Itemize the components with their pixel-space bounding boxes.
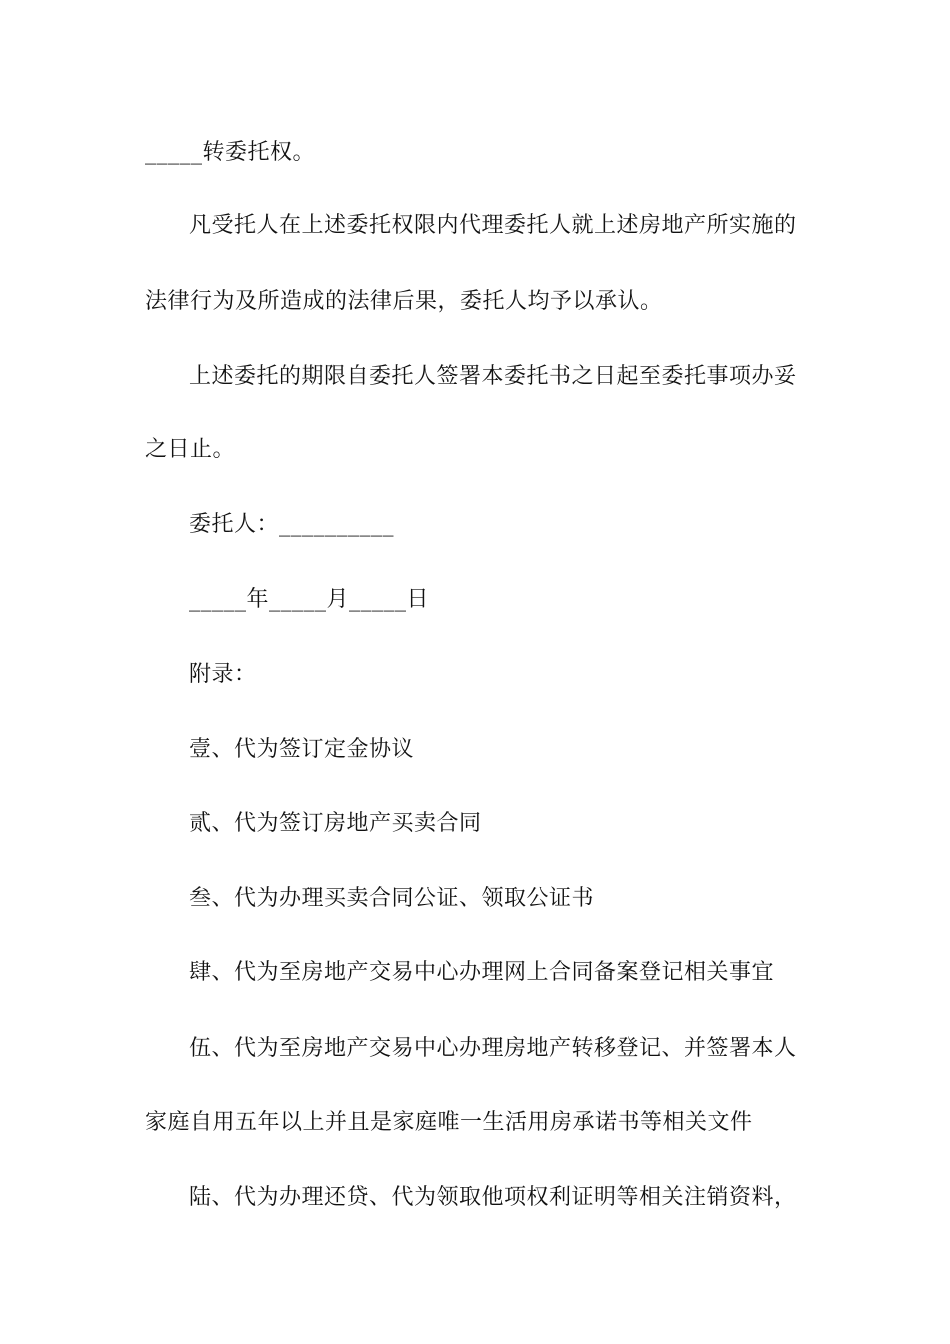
appendix-item: 伍、代为至房地产交易中心办理房地产转移登记、并签署本人 [189,1036,797,1061]
signature-line: 委托人：__________ [189,512,395,537]
paragraph-line: 法律行为及所造成的法律后果，委托人均予以承认。 [145,289,663,314]
appendix-item: 肆、代为至房地产交易中心办理网上合同备案登记相关事宜 [189,960,775,985]
appendix-item: 叁、代为办理买卖合同公证、领取公证书 [189,886,595,911]
date-line: _____年_____月_____日 [189,587,430,612]
appendix-item: 壹、代为签订定金协议 [189,737,415,762]
appendix-heading: 附录： [189,662,257,687]
appendix-item: 陆、代为办理还贷、代为领取他项权利证明等相关注销资料， [189,1185,797,1210]
paragraph-line: 之日止。 [145,437,236,462]
appendix-item: 贰、代为签订房地产买卖合同 [189,811,482,836]
paragraph-line: 凡受托人在上述委托权限内代理委托人就上述房地产所实施的 [189,213,797,238]
paragraph-line: 上述委托的期限自委托人签署本委托书之日起至委托事项办妥 [189,364,797,389]
appendix-item-continued: 家庭自用五年以上并且是家庭唯一生活用房承诺书等相关文件 [145,1110,753,1135]
paragraph-line: _____转委托权。 [145,140,316,165]
